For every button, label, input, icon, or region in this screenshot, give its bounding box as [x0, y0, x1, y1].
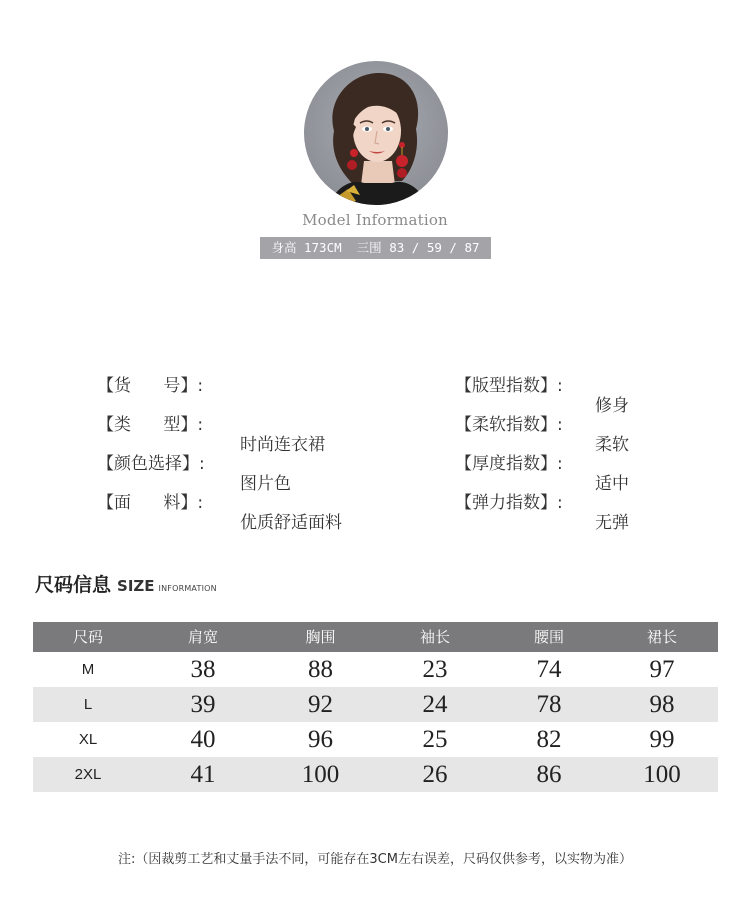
- spec-value: 图片色: [240, 474, 291, 494]
- cell-size: 2XL: [74, 766, 102, 783]
- cell-waist: 86: [536, 761, 562, 788]
- cell-waist: 74: [536, 656, 562, 683]
- spec-value: 修身: [595, 396, 629, 416]
- spec-value: 柔软: [595, 435, 629, 455]
- spec-value: 适中: [595, 474, 629, 494]
- size-table: [33, 622, 718, 792]
- spec-value: 优质舒适面料: [240, 513, 342, 533]
- header-size: 尺码: [72, 628, 103, 646]
- table-row: [33, 757, 718, 792]
- table-row: [33, 687, 718, 722]
- spec-label: 【版型指数】:: [455, 376, 563, 396]
- model-portrait-illustration: [304, 61, 448, 205]
- spec-label: 【面 料】:: [97, 493, 204, 513]
- cell-size: L: [83, 696, 93, 713]
- cell-length: 98: [649, 691, 675, 718]
- spec-value: 无弹: [595, 513, 629, 533]
- size-title-en: SIZE: [117, 577, 155, 595]
- header-shoulder: 肩宽: [187, 628, 218, 646]
- cell-size: XL: [78, 731, 98, 748]
- cell-sleeve: 25: [422, 726, 448, 753]
- spec-label: 【颜色选择】:: [97, 454, 205, 474]
- spec-label: 【货 号】:: [97, 376, 204, 396]
- spec-label: 【柔软指数】:: [455, 415, 563, 435]
- cell-waist: 78: [536, 691, 562, 718]
- cell-bust: 100: [301, 761, 340, 788]
- cell-shoulder: 39: [190, 691, 216, 718]
- header-sleeve: 袖长: [419, 628, 450, 646]
- size-table-header: [33, 622, 718, 652]
- header-waist: 腰围: [533, 628, 564, 646]
- cell-sleeve: 23: [422, 656, 448, 683]
- cell-shoulder: 41: [190, 761, 216, 788]
- cell-sleeve: 26: [422, 761, 448, 788]
- header-length: 裙长: [646, 628, 677, 646]
- cell-shoulder: 38: [190, 656, 216, 683]
- header-bust: 胸围: [305, 628, 336, 646]
- size-title-cn: 尺码信息: [35, 574, 112, 596]
- cell-bust: 88: [308, 656, 333, 683]
- model-stats-bar: 身高 173CM 三围 83 / 59 / 87: [260, 237, 491, 259]
- size-subtitle: INFORMATION: [158, 584, 217, 593]
- cell-bust: 96: [308, 726, 333, 753]
- table-row: [33, 652, 718, 687]
- size-section-heading: [35, 570, 217, 597]
- model-info-caption: Model Information: [302, 211, 448, 229]
- spec-value: 时尚连衣裙: [240, 435, 325, 455]
- size-footnote: 注:（因裁剪工艺和丈量手法不同，可能存在3CM左右误差，尺码仅供参考，以实物为准）: [118, 852, 632, 867]
- cell-length: 97: [649, 656, 675, 683]
- spec-label: 【类 型】:: [97, 415, 204, 435]
- table-row: [33, 722, 718, 757]
- model-avatar: [304, 61, 448, 205]
- spec-label: 【弹力指数】:: [455, 493, 563, 513]
- cell-sleeve: 24: [422, 691, 448, 718]
- cell-waist: 82: [536, 726, 562, 753]
- cell-bust: 92: [308, 691, 333, 718]
- spec-label: 【厚度指数】:: [455, 454, 563, 474]
- cell-shoulder: 40: [190, 726, 216, 753]
- cell-size: M: [81, 661, 95, 678]
- cell-length: 100: [643, 761, 681, 788]
- cell-length: 99: [649, 726, 675, 753]
